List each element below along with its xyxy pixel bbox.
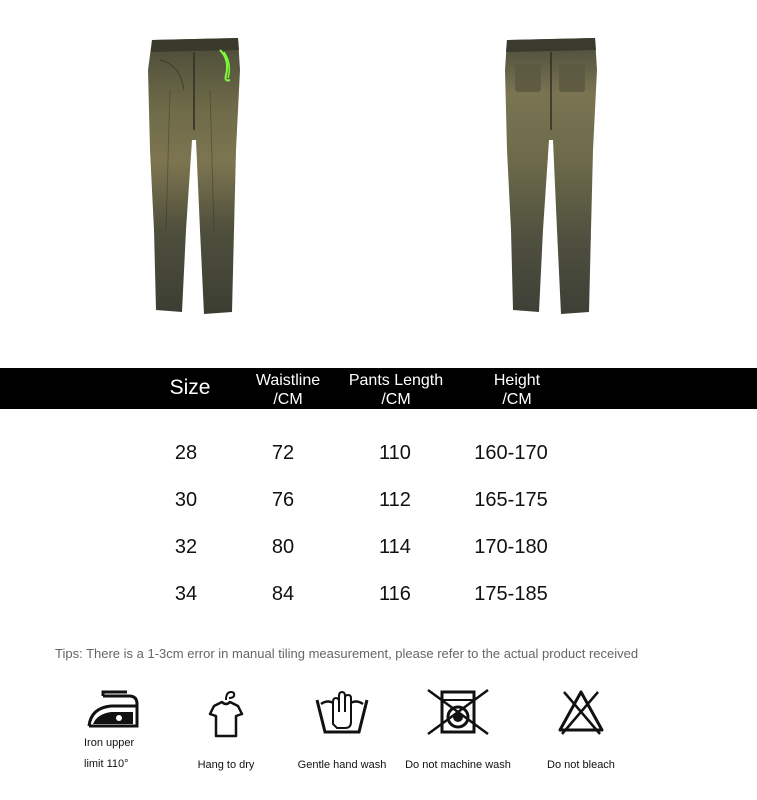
no-machine-wash-icon <box>424 686 492 736</box>
height-cell: 170-180 <box>474 536 548 558</box>
iron-label-1: Iron upper <box>84 737 135 749</box>
waistline-cell: 84 <box>271 583 295 605</box>
header-waistline <box>236 371 340 409</box>
table-row <box>0 524 757 571</box>
no-machine-wash-label: Do not machine wash <box>405 759 511 771</box>
jeans-back-image <box>495 30 605 320</box>
measurement-tips: Tips: There is a 1-3cm error in manual tiling measurement, please refer to the actual product received <box>55 646 639 661</box>
iron-label-2: limit 110° <box>84 758 129 770</box>
hang-dry-label: Hang to dry <box>197 759 255 771</box>
pants-length-cell: 110 <box>379 442 411 464</box>
size-cell: 28 <box>174 442 198 464</box>
pants-length-cell: 114 <box>379 536 411 558</box>
no-bleach-icon <box>556 686 606 736</box>
care-instructions <box>0 686 757 796</box>
header-height-unit: /CM <box>502 391 532 408</box>
table-row <box>0 571 757 618</box>
table-row <box>0 477 757 524</box>
care-item-hand-wash <box>292 686 392 775</box>
no-bleach-label: Do not bleach <box>547 759 615 771</box>
care-item-no-machine-wash <box>398 686 518 775</box>
waistline-cell: 76 <box>271 489 295 511</box>
hand-wash-label: Gentle hand wash <box>297 759 387 771</box>
table-row <box>0 430 757 477</box>
hanger-shirt-icon <box>204 686 248 740</box>
iron-icon <box>81 686 145 732</box>
header-waistline-unit: /CM <box>273 391 303 408</box>
header-pants-length <box>336 371 456 409</box>
hand-wash-icon <box>313 686 371 738</box>
waistline-cell: 80 <box>271 536 295 558</box>
header-pants-length-unit: /CM <box>381 391 411 408</box>
pants-length-cell: 116 <box>379 583 411 605</box>
care-item-hang-dry <box>186 686 266 775</box>
header-size: Size <box>169 376 211 399</box>
height-cell: 175-185 <box>474 583 548 605</box>
pants-length-cell: 112 <box>379 489 411 511</box>
waistline-cell: 72 <box>271 442 295 464</box>
size-cell: 32 <box>174 536 198 558</box>
header-waistline-label: Waistline <box>255 372 321 389</box>
header-height <box>462 371 572 409</box>
size-table-header <box>0 368 757 409</box>
size-cell: 30 <box>174 489 198 511</box>
height-cell: 165-175 <box>474 489 548 511</box>
size-cell: 34 <box>174 583 198 605</box>
header-pants-length-label: Pants Length <box>348 372 444 389</box>
care-item-no-bleach <box>536 686 626 775</box>
jeans-front-image <box>140 30 250 320</box>
height-cell: 160-170 <box>474 442 548 464</box>
product-photos <box>0 0 757 360</box>
header-height-label: Height <box>493 372 541 389</box>
care-item-iron <box>78 686 148 774</box>
